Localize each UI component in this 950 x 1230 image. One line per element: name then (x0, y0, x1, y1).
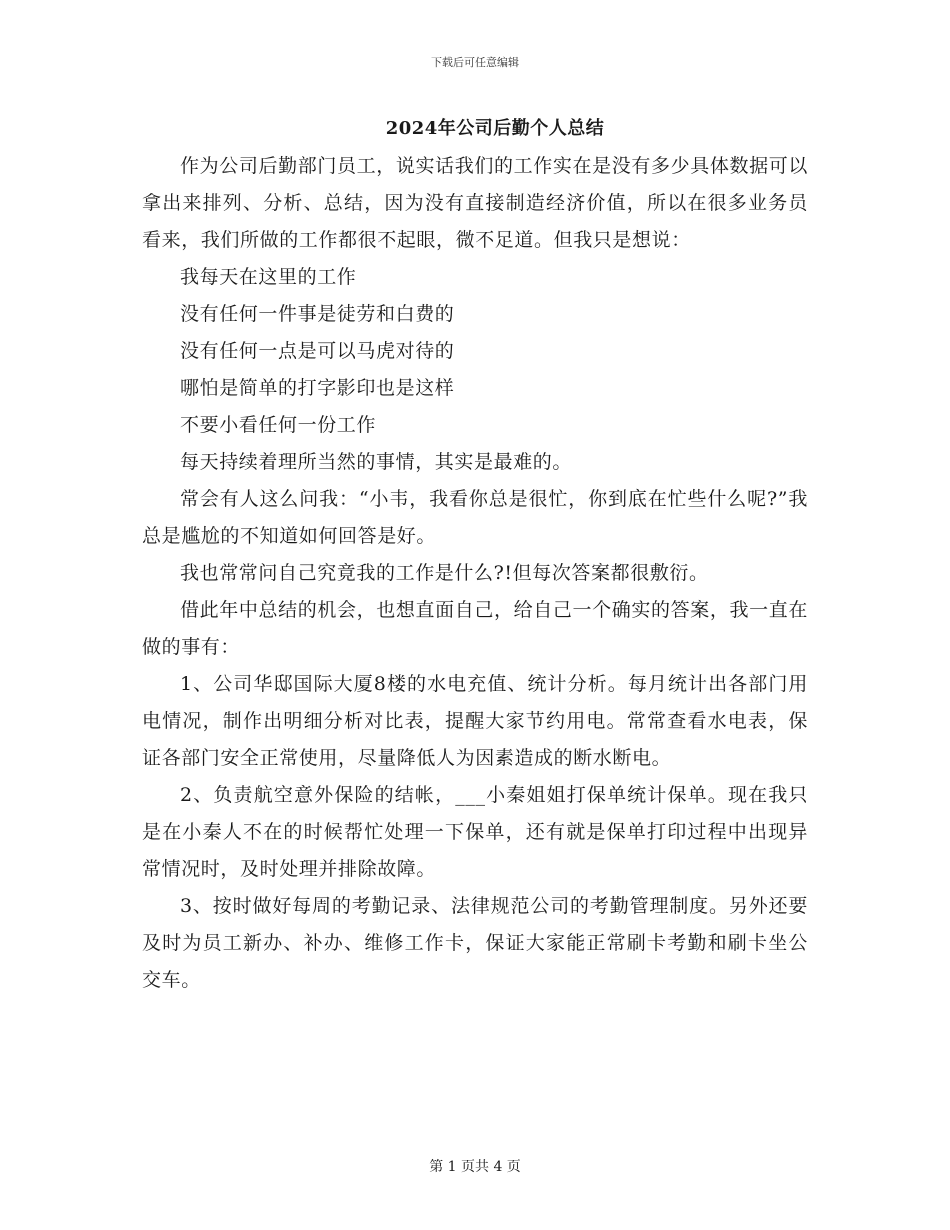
paragraph-line: 哪怕是简单的打字影印也是这样 (180, 377, 455, 399)
paragraph-item-3: 3、按时做好每周的考勤记录、法律规范公司的考勤管理制度。另外还要及时为员工新办、补办、维修工作卡，保证大家能正常刷卡考勤和刷卡坐公交车。 (142, 895, 808, 991)
paragraph-line: 没有任何一件事是徒劳和白费的 (180, 303, 455, 325)
paragraph: 借此年中总结的机会，也想直面自己，给自己一个确实的答案，我一直在做的事有： (142, 599, 808, 658)
page-footer: 第 1 页共 4 页 (429, 1159, 521, 1175)
header-note: 下载后可任意编辑 (431, 56, 519, 69)
paragraph-item-2: 2、负责航空意外保险的结帐，___小秦姐姐打保单统计保单。现在我只是在小秦人不在的时候帮忙处理一下保单，还有就是保单打印过程中出现异常情况时，及时处理并排除故障。 (142, 784, 808, 880)
paragraph-item-1: 1、公司华邸国际大厦8楼的水电充值、统计分析。每月统计出各部门用电情况，制作出明细分析对比表，提醒大家节约用电。常常查看水电表，保证各部门安全正常使用，尽量降低人为因素造成的断水断电。 (142, 673, 808, 769)
paragraph: 每天持续着理所当然的事情，其实是最难的。 (180, 451, 573, 473)
paragraph: 我也常常问自己究竟我的工作是什么?!但每次答案都很敷衍。 (180, 562, 709, 584)
paragraph-line: 不要小看任何一份工作 (180, 414, 377, 436)
paragraph: 常会有人这么问我：“小韦，我看你总是很忙，你到底在忙些什么呢?”我总是尴尬的不知道如何回答是好。 (142, 488, 808, 547)
document-title: 2024年公司后勤个人总结 (385, 118, 605, 139)
document-body (142, 148, 808, 999)
paragraph-line: 我每天在这里的工作 (180, 266, 357, 288)
paragraph-intro: 作为公司后勤部门员工，说实话我们的工作实在是没有多少具体数据可以拿出来排列、分析、总结，因为没有直接制造经济价值，所以在很多业务员看来，我们所做的工作都很不起眼，微不足道。但我只是想说： (142, 155, 808, 251)
paragraph-line: 没有任何一点是可以马虎对待的 (180, 340, 455, 362)
